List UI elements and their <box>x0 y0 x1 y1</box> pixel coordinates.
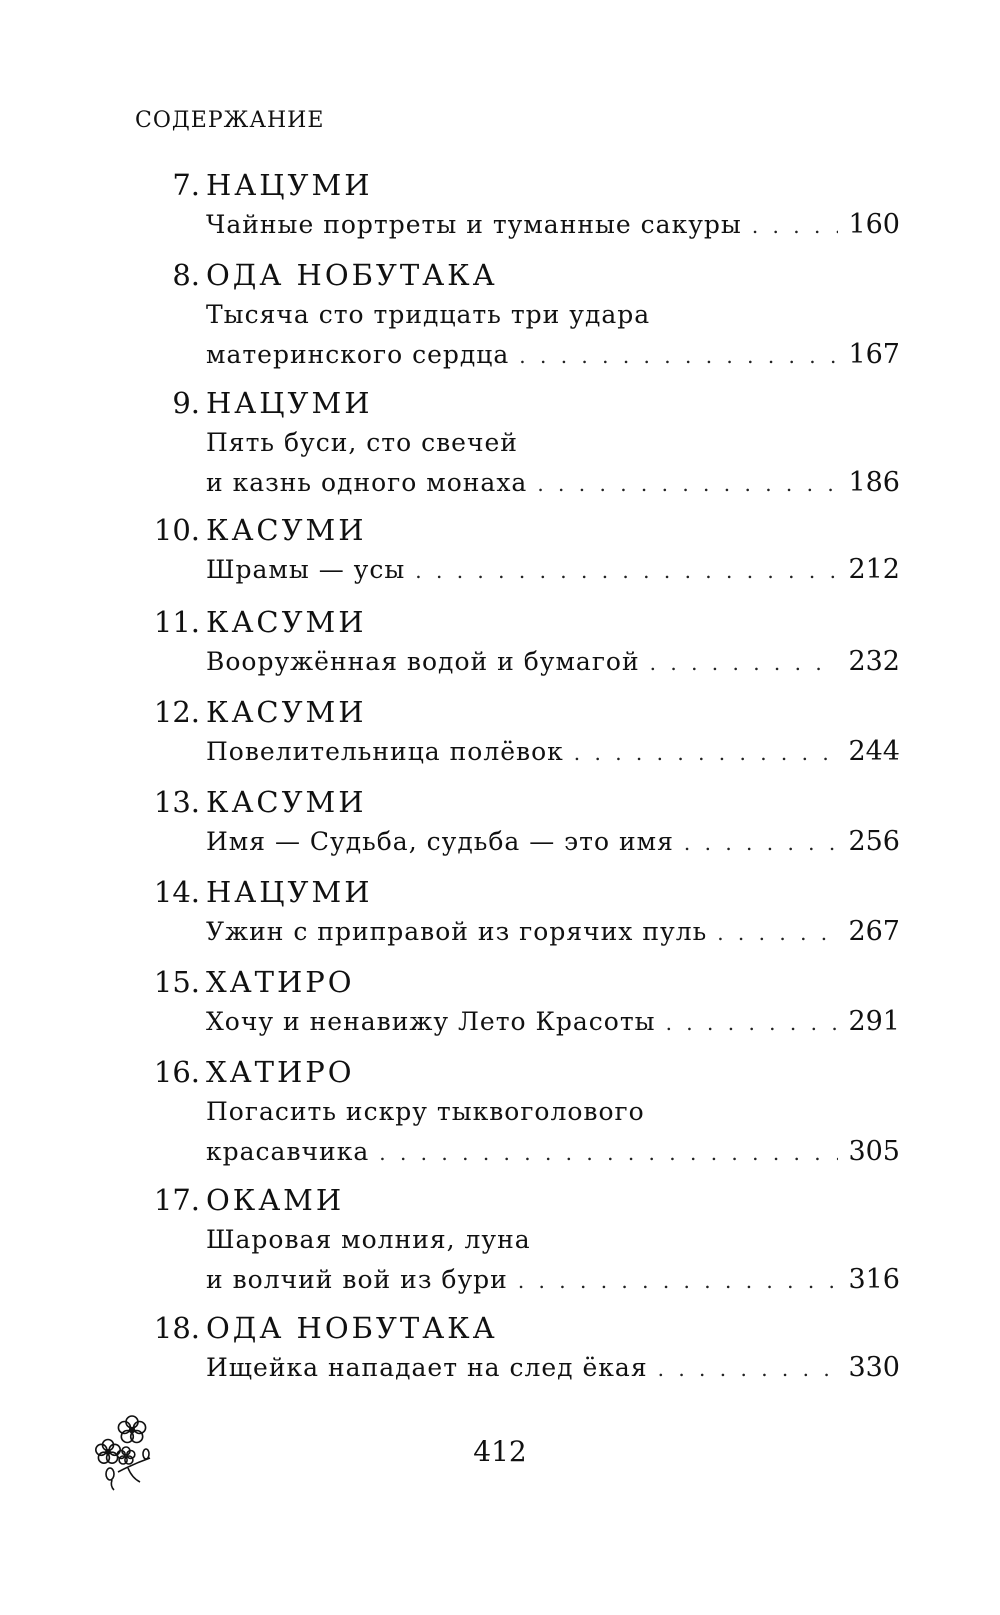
chapter-number: 7. <box>172 168 200 202</box>
chapter-title: НАЦУМИ <box>206 386 373 420</box>
dot-leader <box>537 464 838 504</box>
dot-leader <box>666 1003 839 1043</box>
toc-entry-14 <box>150 872 900 952</box>
chapter-subtitle-line <box>206 1220 900 1260</box>
chapter-title: ОДА НОБУТАКА <box>206 1311 498 1345</box>
chapter-subtitle-line <box>206 423 900 463</box>
chapter-number: 11. <box>153 605 200 639</box>
chapter-heading <box>150 165 900 205</box>
chapter-number: 12. <box>153 695 200 729</box>
chapter-title: НАЦУМИ <box>206 168 373 202</box>
chapter-title: НАЦУМИ <box>206 875 373 909</box>
chapter-subtitle-line <box>206 1348 900 1388</box>
dot-leader <box>650 643 839 683</box>
chapter-subtitle: и волчий вой из бури <box>206 1265 508 1294</box>
chapter-subtitle: Погасить искру тыквоголового <box>206 1097 645 1126</box>
chapter-subtitle-line <box>206 642 900 682</box>
chapter-subtitle: Шрамы — усы <box>206 555 406 584</box>
page-number: 212 <box>848 554 900 585</box>
dot-leader <box>415 551 838 591</box>
chapter-subtitle-line <box>206 732 900 772</box>
chapter-heading <box>150 510 900 550</box>
chapter-number: 15. <box>153 965 200 999</box>
chapter-subtitle: материнского сердца <box>206 340 510 369</box>
chapter-number: 16. <box>153 1055 200 1089</box>
chapter-subtitle: Шаровая молния, луна <box>206 1225 531 1254</box>
chapter-subtitle: Ужин с приправой из горячих пуль <box>206 917 708 946</box>
chapter-subtitle-line <box>206 1002 900 1042</box>
page-number: 160 <box>848 209 900 240</box>
dot-leader <box>519 336 838 376</box>
chapter-title: ОДА НОБУТАКА <box>206 258 498 292</box>
page-number: 244 <box>848 736 900 767</box>
chapter-subtitle-line <box>206 205 900 245</box>
chapter-title: ХАТИРО <box>206 1055 355 1089</box>
chapter-subtitle: и казнь одного монаха <box>206 468 528 497</box>
chapter-subtitle: Имя — Судьба, судьба — это имя <box>206 827 674 856</box>
chapter-subtitle-line <box>206 1092 900 1132</box>
dot-leader <box>518 1261 839 1301</box>
chapter-subtitle: Повелительница полёвок <box>206 737 564 766</box>
page-number: 330 <box>848 1352 900 1383</box>
page-number-folio: 412 <box>473 1435 527 1468</box>
dot-leader <box>574 733 839 773</box>
chapter-number: 8. <box>172 258 200 292</box>
chapter-subtitle-line <box>206 912 900 952</box>
chapter-heading <box>150 692 900 732</box>
chapter-subtitle: Тысяча сто тридцать три удара <box>206 300 651 329</box>
chapter-title: КАСУМИ <box>206 695 367 729</box>
chapter-number: 18. <box>153 1311 200 1345</box>
chapter-number: 10. <box>153 513 200 547</box>
chapter-subtitle: Хочу и ненавижу Лето Красоты <box>206 1007 656 1036</box>
dot-leader <box>752 206 839 246</box>
page-number: 256 <box>848 826 900 857</box>
chapter-number: 13. <box>153 785 200 819</box>
toc-entry-17 <box>150 1180 900 1300</box>
chapter-subtitle: Пять буси, сто свечей <box>206 428 518 457</box>
running-head: СОДЕРЖАНИЕ <box>135 108 325 133</box>
chapter-number: 17. <box>153 1183 200 1217</box>
toc-entry-15 <box>150 962 900 1042</box>
toc-entry-8 <box>150 255 900 375</box>
page-number: 267 <box>848 916 900 947</box>
chapter-heading <box>150 962 900 1002</box>
chapter-heading <box>150 872 900 912</box>
toc-entry-13 <box>150 782 900 862</box>
chapter-heading <box>150 1308 900 1348</box>
page-number: 232 <box>848 646 900 677</box>
chapter-subtitle-line <box>206 1260 900 1300</box>
chapter-heading <box>150 602 900 642</box>
toc-entry-18 <box>150 1308 900 1388</box>
chapter-subtitle-line <box>206 822 900 862</box>
chapter-heading <box>150 1052 900 1092</box>
page-number: 291 <box>848 1006 900 1037</box>
chapter-title: КАСУМИ <box>206 785 367 819</box>
chapter-subtitle: Ищейка нападает на след ёкая <box>206 1353 648 1382</box>
toc-entry-16 <box>150 1052 900 1172</box>
chapter-subtitle: красавчика <box>206 1137 370 1166</box>
chapter-title: ОКАМИ <box>206 1183 345 1217</box>
chapter-subtitle-line <box>206 335 900 375</box>
toc-entry-11 <box>150 602 900 682</box>
chapter-subtitle-line <box>206 463 900 503</box>
chapter-title: КАСУМИ <box>206 513 367 547</box>
page-number: 305 <box>848 1136 900 1167</box>
chapter-subtitle-line <box>206 295 900 335</box>
chapter-subtitle-line <box>206 550 900 590</box>
chapter-title: КАСУМИ <box>206 605 367 639</box>
chapter-subtitle: Чайные портреты и туманные сакуры <box>206 210 742 239</box>
dot-leader <box>684 823 839 863</box>
dot-leader <box>717 913 838 953</box>
chapter-heading <box>150 782 900 822</box>
toc-entry-10 <box>150 510 900 590</box>
chapter-heading <box>150 383 900 423</box>
page-number: 167 <box>848 339 900 370</box>
chapter-heading <box>150 255 900 295</box>
toc-entry-7 <box>150 165 900 245</box>
chapter-number: 9. <box>172 386 200 420</box>
chapter-number: 14. <box>153 875 200 909</box>
chapter-heading <box>150 1180 900 1220</box>
toc-entry-12 <box>150 692 900 772</box>
dot-leader <box>379 1133 838 1173</box>
chapter-subtitle-line <box>206 1132 900 1172</box>
chapter-subtitle: Вооружённая водой и бумагой <box>206 647 640 676</box>
toc-entry-9 <box>150 383 900 503</box>
page-number: 316 <box>848 1264 900 1295</box>
page-number: 186 <box>848 467 900 498</box>
dot-leader <box>658 1349 839 1389</box>
chapter-title: ХАТИРО <box>206 965 355 999</box>
